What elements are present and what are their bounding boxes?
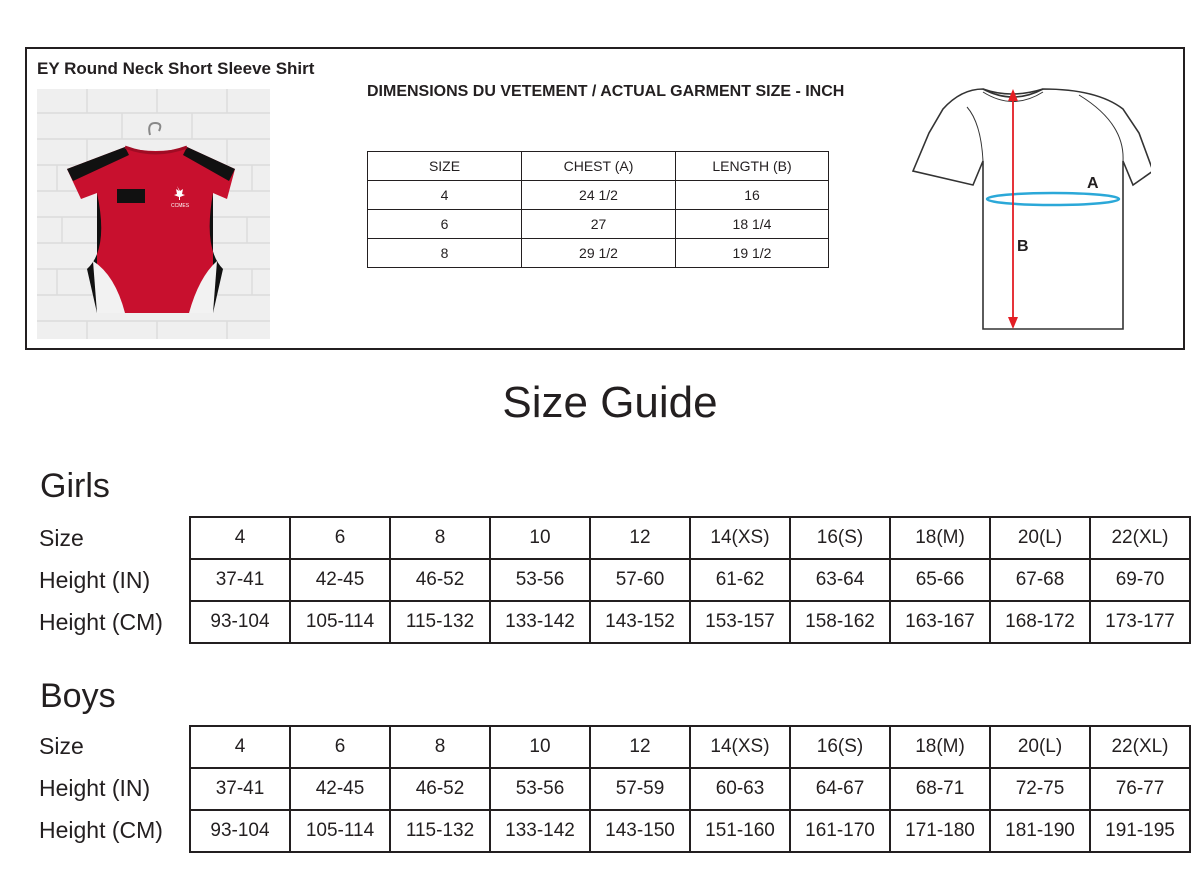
shirt-outline bbox=[913, 89, 1151, 329]
header-length: LENGTH (B) bbox=[676, 152, 829, 181]
table-cell: 133-142 bbox=[490, 810, 590, 852]
red-shirt-image bbox=[37, 89, 270, 339]
girls-section-title: Girls bbox=[40, 467, 110, 505]
table-cell: 37-41 bbox=[190, 559, 290, 601]
table-cell: 6 bbox=[290, 517, 390, 559]
table-cell: 115-132 bbox=[390, 810, 490, 852]
girls-size-row bbox=[190, 517, 1190, 559]
garment-cell: 6 bbox=[368, 210, 522, 239]
brand-mark: CCMES bbox=[170, 203, 190, 209]
garment-size-title: DIMENSIONS DU VETEMENT / ACTUAL GARMENT SIZE - INCH bbox=[367, 83, 845, 100]
table-cell: 18(M) bbox=[890, 517, 990, 559]
table-cell: 12 bbox=[590, 726, 690, 768]
table-cell: 42-45 bbox=[290, 559, 390, 601]
girls-label-height-cm: Height (CM) bbox=[39, 609, 163, 635]
table-cell: 6 bbox=[290, 726, 390, 768]
table-cell: 46-52 bbox=[390, 559, 490, 601]
table-cell: 16(S) bbox=[790, 517, 890, 559]
boys-size-table bbox=[189, 725, 1191, 853]
garment-cell: 19 1/2 bbox=[676, 239, 829, 268]
table-cell: 191-195 bbox=[1090, 810, 1190, 852]
table-cell: 63-64 bbox=[790, 559, 890, 601]
table-cell: 12 bbox=[590, 517, 690, 559]
table-cell: 158-162 bbox=[790, 601, 890, 643]
header-chest: CHEST (A) bbox=[522, 152, 676, 181]
table-cell: 72-75 bbox=[990, 768, 1090, 810]
table-cell: 151-160 bbox=[690, 810, 790, 852]
table-cell: 105-114 bbox=[290, 601, 390, 643]
shirt-measurement-diagram bbox=[911, 73, 1151, 343]
table-cell: 46-52 bbox=[390, 768, 490, 810]
table-cell: 64-67 bbox=[790, 768, 890, 810]
table-cell: 18(M) bbox=[890, 726, 990, 768]
garment-row bbox=[368, 210, 829, 239]
table-cell: 105-114 bbox=[290, 810, 390, 852]
boys-height-cm-row bbox=[190, 810, 1190, 852]
table-cell: 171-180 bbox=[890, 810, 990, 852]
garment-cell: 27 bbox=[522, 210, 676, 239]
table-cell: 115-132 bbox=[390, 601, 490, 643]
garment-cell: 29 1/2 bbox=[522, 239, 676, 268]
girls-label-height-in: Height (IN) bbox=[39, 567, 151, 593]
garment-header-row bbox=[368, 152, 829, 181]
table-cell: 22(XL) bbox=[1090, 517, 1190, 559]
table-cell: 8 bbox=[390, 726, 490, 768]
boys-size-row bbox=[190, 726, 1190, 768]
table-cell: 10 bbox=[490, 726, 590, 768]
table-cell: 69-70 bbox=[1090, 559, 1190, 601]
table-cell: 65-66 bbox=[890, 559, 990, 601]
girls-height-cm-row bbox=[190, 601, 1190, 643]
product-photo bbox=[37, 89, 270, 339]
name-patch bbox=[117, 189, 145, 203]
boys-label-size: Size bbox=[39, 733, 84, 759]
table-cell: 4 bbox=[190, 726, 290, 768]
garment-row bbox=[368, 239, 829, 268]
boys-section-title: Boys bbox=[40, 677, 116, 715]
table-cell: 133-142 bbox=[490, 601, 590, 643]
table-cell: 14(XS) bbox=[690, 726, 790, 768]
table-cell: 173-177 bbox=[1090, 601, 1190, 643]
table-cell: 163-167 bbox=[890, 601, 990, 643]
table-cell: 168-172 bbox=[990, 601, 1090, 643]
table-cell: 57-60 bbox=[590, 559, 690, 601]
garment-size-table bbox=[367, 151, 829, 268]
header-size: SIZE bbox=[368, 152, 522, 181]
table-cell: 143-150 bbox=[590, 810, 690, 852]
table-cell: 42-45 bbox=[290, 768, 390, 810]
table-cell: 53-56 bbox=[490, 768, 590, 810]
table-cell: 8 bbox=[390, 517, 490, 559]
table-cell: 143-152 bbox=[590, 601, 690, 643]
girls-size-table bbox=[189, 516, 1191, 644]
boys-label-height-in: Height (IN) bbox=[39, 775, 151, 801]
boys-height-in-row bbox=[190, 768, 1190, 810]
table-cell: 14(XS) bbox=[690, 517, 790, 559]
label-b: B bbox=[1017, 238, 1029, 255]
table-cell: 37-41 bbox=[190, 768, 290, 810]
table-cell: 161-170 bbox=[790, 810, 890, 852]
table-cell: 60-63 bbox=[690, 768, 790, 810]
hanger-hook bbox=[149, 123, 160, 135]
size-guide-title: Size Guide bbox=[502, 378, 718, 427]
garment-cell: 24 1/2 bbox=[522, 181, 676, 210]
table-cell: 61-62 bbox=[690, 559, 790, 601]
table-cell: 22(XL) bbox=[1090, 726, 1190, 768]
table-cell: 68-71 bbox=[890, 768, 990, 810]
table-cell: 181-190 bbox=[990, 810, 1090, 852]
table-cell: 93-104 bbox=[190, 810, 290, 852]
table-cell: 16(S) bbox=[790, 726, 890, 768]
garment-cell: 18 1/4 bbox=[676, 210, 829, 239]
table-cell: 4 bbox=[190, 517, 290, 559]
product-title: EY Round Neck Short Sleeve Shirt bbox=[37, 59, 315, 78]
product-panel bbox=[25, 47, 1185, 350]
table-cell: 153-157 bbox=[690, 601, 790, 643]
garment-cell: 8 bbox=[368, 239, 522, 268]
table-cell: 67-68 bbox=[990, 559, 1090, 601]
table-cell: 57-59 bbox=[590, 768, 690, 810]
table-cell: 20(L) bbox=[990, 726, 1090, 768]
table-cell: 53-56 bbox=[490, 559, 590, 601]
girls-height-in-row bbox=[190, 559, 1190, 601]
table-cell: 10 bbox=[490, 517, 590, 559]
garment-cell: 4 bbox=[368, 181, 522, 210]
garment-row bbox=[368, 181, 829, 210]
table-cell: 76-77 bbox=[1090, 768, 1190, 810]
girls-label-size: Size bbox=[39, 525, 84, 551]
table-cell: 20(L) bbox=[990, 517, 1090, 559]
label-a: A bbox=[1087, 175, 1099, 192]
boys-label-height-cm: Height (CM) bbox=[39, 817, 163, 843]
garment-cell: 16 bbox=[676, 181, 829, 210]
table-cell: 93-104 bbox=[190, 601, 290, 643]
